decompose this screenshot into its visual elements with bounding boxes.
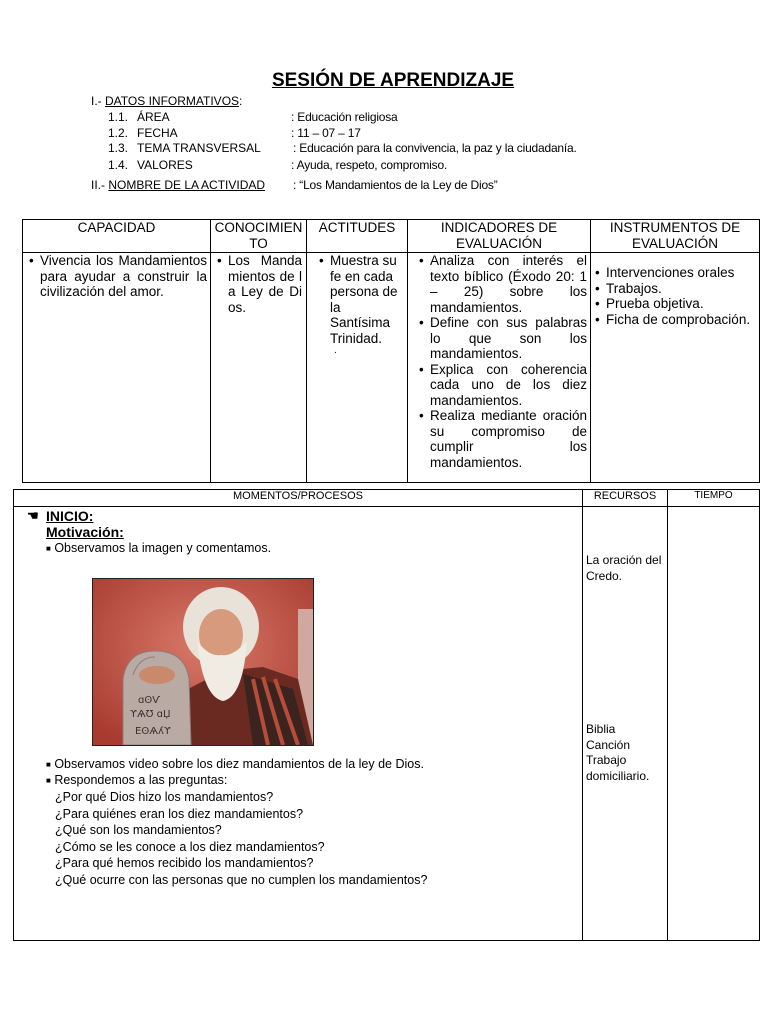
pregunta-item: ¿Cómo se les conoce a los diez mandamientos? (55, 840, 325, 854)
datos-heading: I.- DATOS INFORMATIVOS: (91, 94, 243, 108)
actividad-heading: II.- NOMBRE DE LA ACTIVIDAD (91, 178, 266, 192)
datos-label-valores: VALORES (137, 158, 193, 172)
datos-row-tema: 1.3. (108, 141, 129, 155)
capacidad-item: • Vivencia los Mandamientos para ayudar a construir la civilización del amor. (40, 253, 207, 300)
step-responder: ■ Respondemos a las preguntas: (46, 773, 228, 788)
header-conocimiento: CONOCIMIENTO (211, 220, 307, 253)
tablet-inscription-line-1: ɑʘѴ (138, 695, 161, 706)
procesos-header-row (14, 490, 760, 507)
capacidad-cell (23, 253, 211, 483)
actitudes-cell (307, 253, 408, 483)
indicador-item: • Analiza con interés el texto bíblico (Éxodo 20: 1 – 25) sobre los mandamientos. (430, 253, 587, 315)
evaluation-table (22, 219, 760, 483)
instrumento-item: • Intervenciones orales (606, 265, 756, 281)
recurso-credo: La oración del Credo. (586, 553, 662, 583)
datos-label-area: ÁREA (137, 110, 170, 124)
moses-image (92, 578, 314, 746)
recurso-item: Biblia (586, 722, 616, 736)
pregunta-item: ¿Qué son los mandamientos? (55, 823, 222, 837)
step-observar-video: ■ Observamos video sobre los diez mandamientos de la ley de Dios. (46, 757, 424, 772)
datos-label-fecha: FECHA (137, 126, 178, 140)
hand-pointer-icon: ☚ (27, 508, 39, 523)
actividad-value: : “Los Mandamientos de la Ley de Dios” (293, 178, 498, 192)
page-title: SESIÓN DE APRENDIZAJE (271, 70, 515, 91)
indicador-item: • Realiza mediante oración su compromiso de cumplir los mandamientos. (430, 408, 587, 470)
tablet-inscription-line-2: ϒѦƱ ɑЏ (130, 709, 171, 720)
momentos-cell (14, 507, 583, 941)
instrumento-item: • Prueba objetiva. (606, 296, 756, 312)
datos-row-area: 1.1. (108, 110, 129, 124)
tiempo-cell (668, 507, 760, 941)
pregunta-item: ¿Para quiénes eran los diez mandamientos? (55, 807, 304, 821)
actitudes-item: • Muestra su fe en cada persona de la Santísima Trinidad. (330, 253, 404, 346)
datos-value-valores: : Ayuda, respeto, compromiso. (291, 158, 448, 172)
recursos-list (586, 722, 649, 784)
instrumento-item: • Trabajos. (606, 281, 756, 297)
header-instrumentos: INSTRUMENTOS DE EVALUACIÓN (591, 220, 760, 253)
header-recursos: RECURSOS (583, 490, 668, 507)
tablet-inscription-line-3: ЕʘѦʎϒ (135, 726, 171, 737)
inicio-heading: INICIO: (46, 508, 94, 524)
pregunta-item: ¿Por qué Dios hizo los mandamientos? (55, 790, 274, 804)
header-momentos: MOMENTOS/PROCESOS (14, 490, 583, 507)
motivacion-heading: Motivación: (46, 524, 124, 540)
header-indicadores: INDICADORES DE EVALUACIÓN (408, 220, 591, 253)
actitudes-mark: . (334, 345, 337, 356)
datos-label-tema: TEMA TRANSVERSAL (137, 141, 261, 155)
datos-value-fecha: : 11 – 07 – 17 (291, 126, 361, 140)
step-observar-imagen: ■ Observamos la imagen y comentamos. (46, 541, 272, 556)
pregunta-item: ¿Qué ocurre con las personas que no cumplen los mandamientos? (55, 873, 428, 887)
evaluation-header-row (23, 220, 760, 253)
instrumento-item: • Ficha de comprobación. (606, 312, 756, 328)
recursos-cell (583, 507, 668, 941)
pregunta-item: ¿Para qué hemos recibido los mandamientos? (55, 856, 314, 870)
evaluation-body-row (23, 253, 760, 483)
recurso-item: domiciliario. (586, 768, 650, 783)
conocimiento-item: • Los Mandamientos de la Ley de Dios. (228, 253, 302, 315)
indicador-item: • Define con sus palabras lo que son los mandamientos. (430, 315, 587, 362)
indicador-item: • Explica con coherencia cada uno de los diez mandamientos. (430, 362, 587, 409)
datos-row-fecha: 1.2. (108, 126, 129, 140)
conocimiento-cell (211, 253, 307, 483)
datos-row-valores: 1.4. (108, 158, 129, 172)
procesos-table (13, 489, 760, 941)
header-actitudes: ACTITUDES (307, 220, 408, 253)
recurso-item: Trabajo (586, 753, 627, 767)
header-capacidad: CAPACIDAD (23, 220, 211, 253)
instrumentos-cell (591, 253, 760, 483)
procesos-body-row (14, 507, 760, 941)
datos-value-tema: : Educación para la convivencia, la paz y la ciudadanía. (293, 141, 577, 155)
header-tiempo: TIEMPO (668, 490, 760, 507)
moses-illustration (93, 579, 313, 745)
recurso-item: Canción (586, 737, 631, 752)
indicadores-cell (408, 253, 591, 483)
datos-value-area: : Educación religiosa (291, 110, 398, 124)
